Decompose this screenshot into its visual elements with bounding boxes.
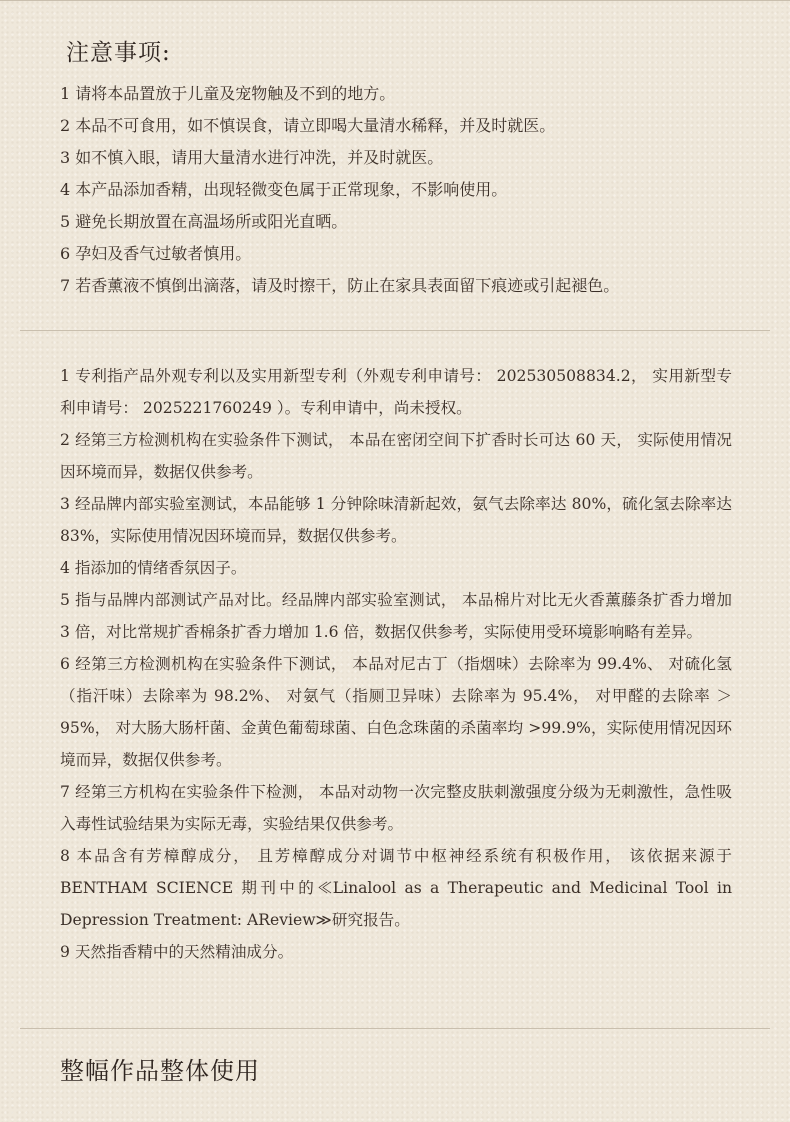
footer-title: 整幅作品整体使用 bbox=[60, 1057, 260, 1085]
footnote-2: 2 经第三方检测机构在实验条件下测试， 本品在密闭空间下扩香时长可达 60 天， 实际使用情况因环境而异，数据仅供参考。 bbox=[60, 431, 732, 481]
footnote-4: 4 指添加的情绪香氛因子。 bbox=[60, 559, 247, 577]
footnote-1: 1 专利指产品外观专利以及实用新型专利（外观专利申请号： 202530508834.2， 实用新型专利申请号： 2025221760249 ）。专利申请中，尚未授权。 bbox=[60, 367, 732, 417]
footnote-5: 5 指与品牌内部测试产品对比。经品牌内部实验室测试， 本品棉片对比无火香薰藤条扩香力增加 3 倍，对比常规扩香棉条扩香力增加 1.6 倍，数据仅供参考，实际使用受环境影响略有差异。 bbox=[60, 591, 732, 641]
section-divider bbox=[20, 330, 770, 331]
notice-title: 注意事项: bbox=[66, 40, 171, 66]
footnote-8: 8 本品含有芳樟醇成分， 且芳樟醇成分对调节中枢神经系统有积极作用， 该依据来源于 BENTHAM SCIENCE 期刊中的≪Linalool as a Therapeutic and Medicinal Tool in Depression Treatment: AReview≫研究报告。 bbox=[60, 847, 732, 929]
footnote-6: 6 经第三方检测机构在实验条件下测试， 本品对尼古丁（指烟味）去除率为 99.4%、 对硫化氢（指汗味）去除率为 98.2%、 对氨气（指厕卫异味）去除率为 95.4%， 对甲醛的去除率 ＞95%， 对大肠大肠杆菌、金黄色葡萄球菌、白色念珠菌的杀菌率均 >99.9%，实际使用情况因环境而异，数据仅供参考。 bbox=[60, 655, 732, 769]
notice-item-4: 4 本产品添加香精，出现轻微变色属于正常现象，不影响使用。 bbox=[60, 180, 508, 199]
notice-item-3: 3 如不慎入眼，请用大量清水进行冲洗，并及时就医。 bbox=[60, 148, 444, 167]
notice-list bbox=[60, 78, 740, 302]
footnote-7: 7 经第三方机构在实验条件下检测， 本品对动物一次完整皮肤刺激强度分级为无刺激性，急性吸入毒性试验结果为实际无毒，实验结果仅供参考。 bbox=[60, 783, 732, 833]
notice-item-6: 6 孕妇及香气过敏者慎用。 bbox=[60, 244, 252, 263]
top-divider bbox=[0, 0, 790, 1]
notice-item-1: 1 请将本品置放于儿童及宠物触及不到的地方。 bbox=[60, 84, 396, 103]
footnote-9: 9 天然指香精中的天然精油成分。 bbox=[60, 943, 294, 961]
notice-item-2: 2 本品不可食用，如不慎误食，请立即喝大量清水稀释，并及时就医。 bbox=[60, 116, 556, 135]
footnotes-list bbox=[60, 360, 732, 968]
notice-item-5: 5 避免长期放置在高温场所或阳光直晒。 bbox=[60, 212, 348, 231]
section-divider bbox=[20, 1028, 770, 1029]
footnote-3: 3 经品牌内部实验室测试，本品能够 1 分钟除味清新起效，氨气去除率达 80%，硫化氢去除率达 83%，实际使用情况因环境而异，数据仅供参考。 bbox=[60, 495, 732, 545]
notice-item-7: 7 若香薰液不慎倒出滴落，请及时擦干，防止在家具表面留下痕迹或引起褪色。 bbox=[60, 276, 620, 295]
